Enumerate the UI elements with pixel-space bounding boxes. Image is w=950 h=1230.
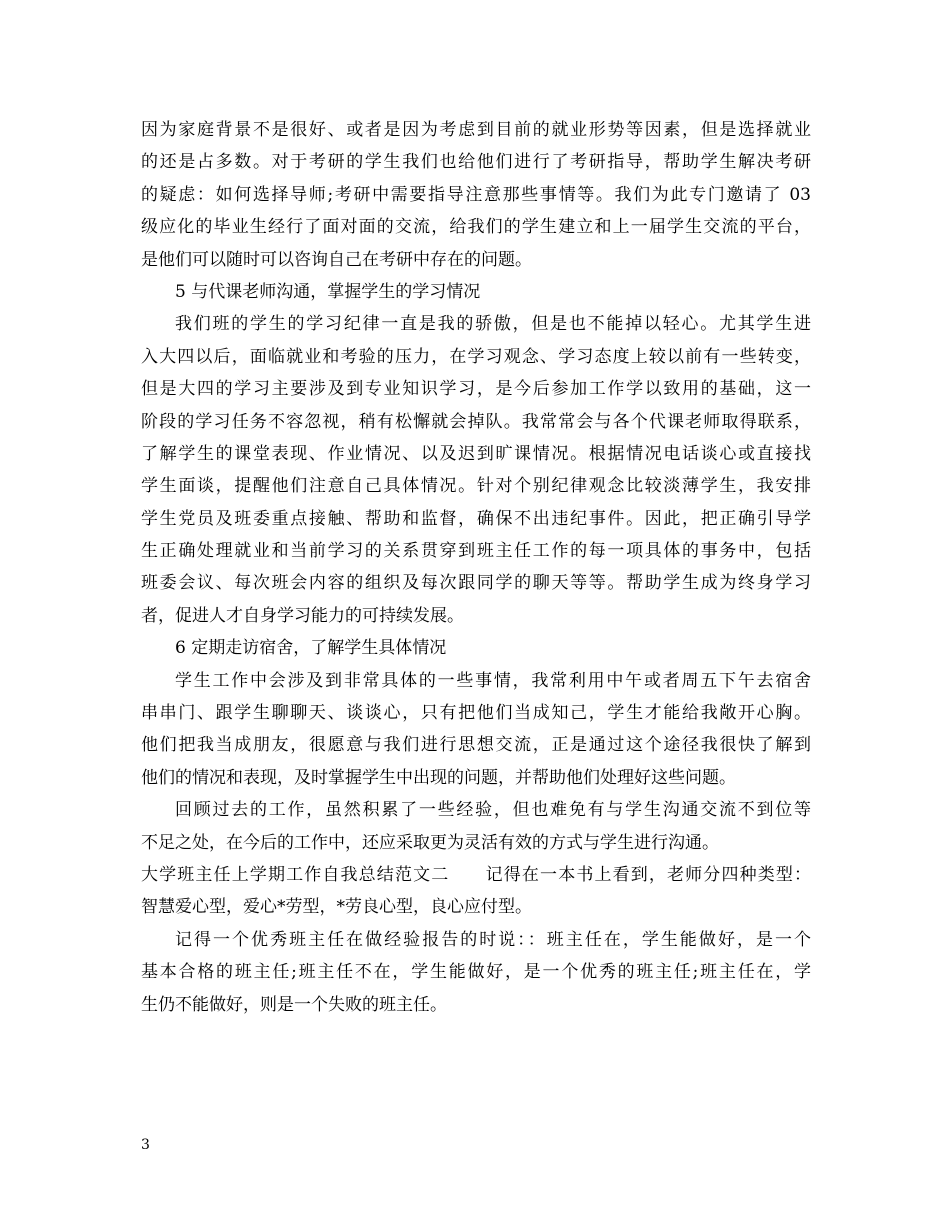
text-line: 6 定期走访宿舍，了解学生具体情况 xyxy=(175,638,447,659)
text-line: 我们班的学生的学习纪律一直是我的骄傲，但是也不能掉以轻心。尤其学生进 xyxy=(175,314,811,335)
text-line: 记得一个优秀班主任在做经验报告的时说：：班主任在，学生能做好，是一个 xyxy=(175,929,811,950)
text-line: 生仍不能做好，则是一个失败的班主任。 xyxy=(141,994,447,1015)
text-line: 者，促进人才自身学习能力的可持续发展。 xyxy=(141,605,464,626)
text-line: 是他们可以随时可以咨询自己在考研中存在的问题。 xyxy=(141,249,532,270)
text-line: 智慧爱心型，爱心*劳型，*劳良心型，良心应付型。 xyxy=(141,897,532,918)
text-line: 入大四以后，面临就业和考验的压力，在学习观念、学习态度上较以前有一些转变， xyxy=(141,346,811,367)
text-line: 生正确处理就业和当前学习的关系贯穿到班主任工作的每一项具体的事务中，包括 xyxy=(141,541,811,562)
text-line: 的还是占多数。对于考研的学生我们也给他们进行了考研指导，帮助学生解决考研 xyxy=(141,152,811,173)
text-line: 学生党员及班委重点接触、帮助和监督，确保不出违纪事件。因此，把正确引导学 xyxy=(141,508,811,529)
document-body xyxy=(141,114,811,1021)
text-line: 级应化的毕业生经行了面对面的交流，给我们的学生建立和上一届学生交流的平台， xyxy=(141,217,811,238)
text-line: 串串门、跟学生聊聊天、谈谈心，只有把他们当成知己，学生才能给我敞开心胸。 xyxy=(141,703,811,724)
text-line: 但是大四的学习主要涉及到专业知识学习，是今后参加工作学以致用的基础，这一 xyxy=(141,379,811,400)
text-line: 基本合格的班主任;班主任不在，学生能做好，是一个优秀的班主任;班主任在，学 xyxy=(141,962,811,983)
text-line: 他们的情况和表现，及时掌握学生中出现的问题，并帮助他们处理好这些问题。 xyxy=(141,767,736,788)
page-number: 3 xyxy=(141,1137,150,1153)
text-line: 了解学生的课堂表现、作业情况、以及迟到旷课情况。根据情况电话谈心或直接找 xyxy=(141,443,811,464)
text-line: 阶段的学习任务不容忽视，稍有松懈就会掉队。我常常会与各个代课老师取得联系， xyxy=(141,411,811,432)
text-line: 学生面谈，提醒他们注意自己具体情况。针对个别纪律观念比较淡薄学生，我安排 xyxy=(141,476,811,497)
text-line: 因为家庭背景不是很好、或者是因为考虑到目前的就业形势等因素，但是选择就业 xyxy=(141,120,811,140)
text-line: 不足之处，在今后的工作中，还应采取更为灵活有效的方式与学生进行沟通。 xyxy=(141,832,719,853)
text-line: 的疑虑：如何选择导师;考研中需要指导注意那些事情等。我们为此专门邀请了 03 xyxy=(141,184,811,205)
text-line: 回顾过去的工作，虽然积累了一些经验，但也难免有与学生沟通交流不到位等 xyxy=(175,800,811,821)
text-line: 学生工作中会涉及到非常具体的一些事情，我常利用中午或者周五下午去宿舍 xyxy=(175,670,811,691)
text-line: 5 与代课老师沟通，掌握学生的学习情况 xyxy=(175,281,481,302)
text-line: 他们把我当成朋友，很愿意与我们进行思想交流，正是通过这个途径我很快了解到 xyxy=(141,735,811,756)
text-line: 班委会议、每次班会内容的组织及每次跟同学的聊天等等。帮助学生成为终身学习 xyxy=(141,573,811,594)
text-line: 大学班主任上学期工作自我总结范文二 记得在一本书上看到，老师分四种类型： xyxy=(141,864,811,885)
